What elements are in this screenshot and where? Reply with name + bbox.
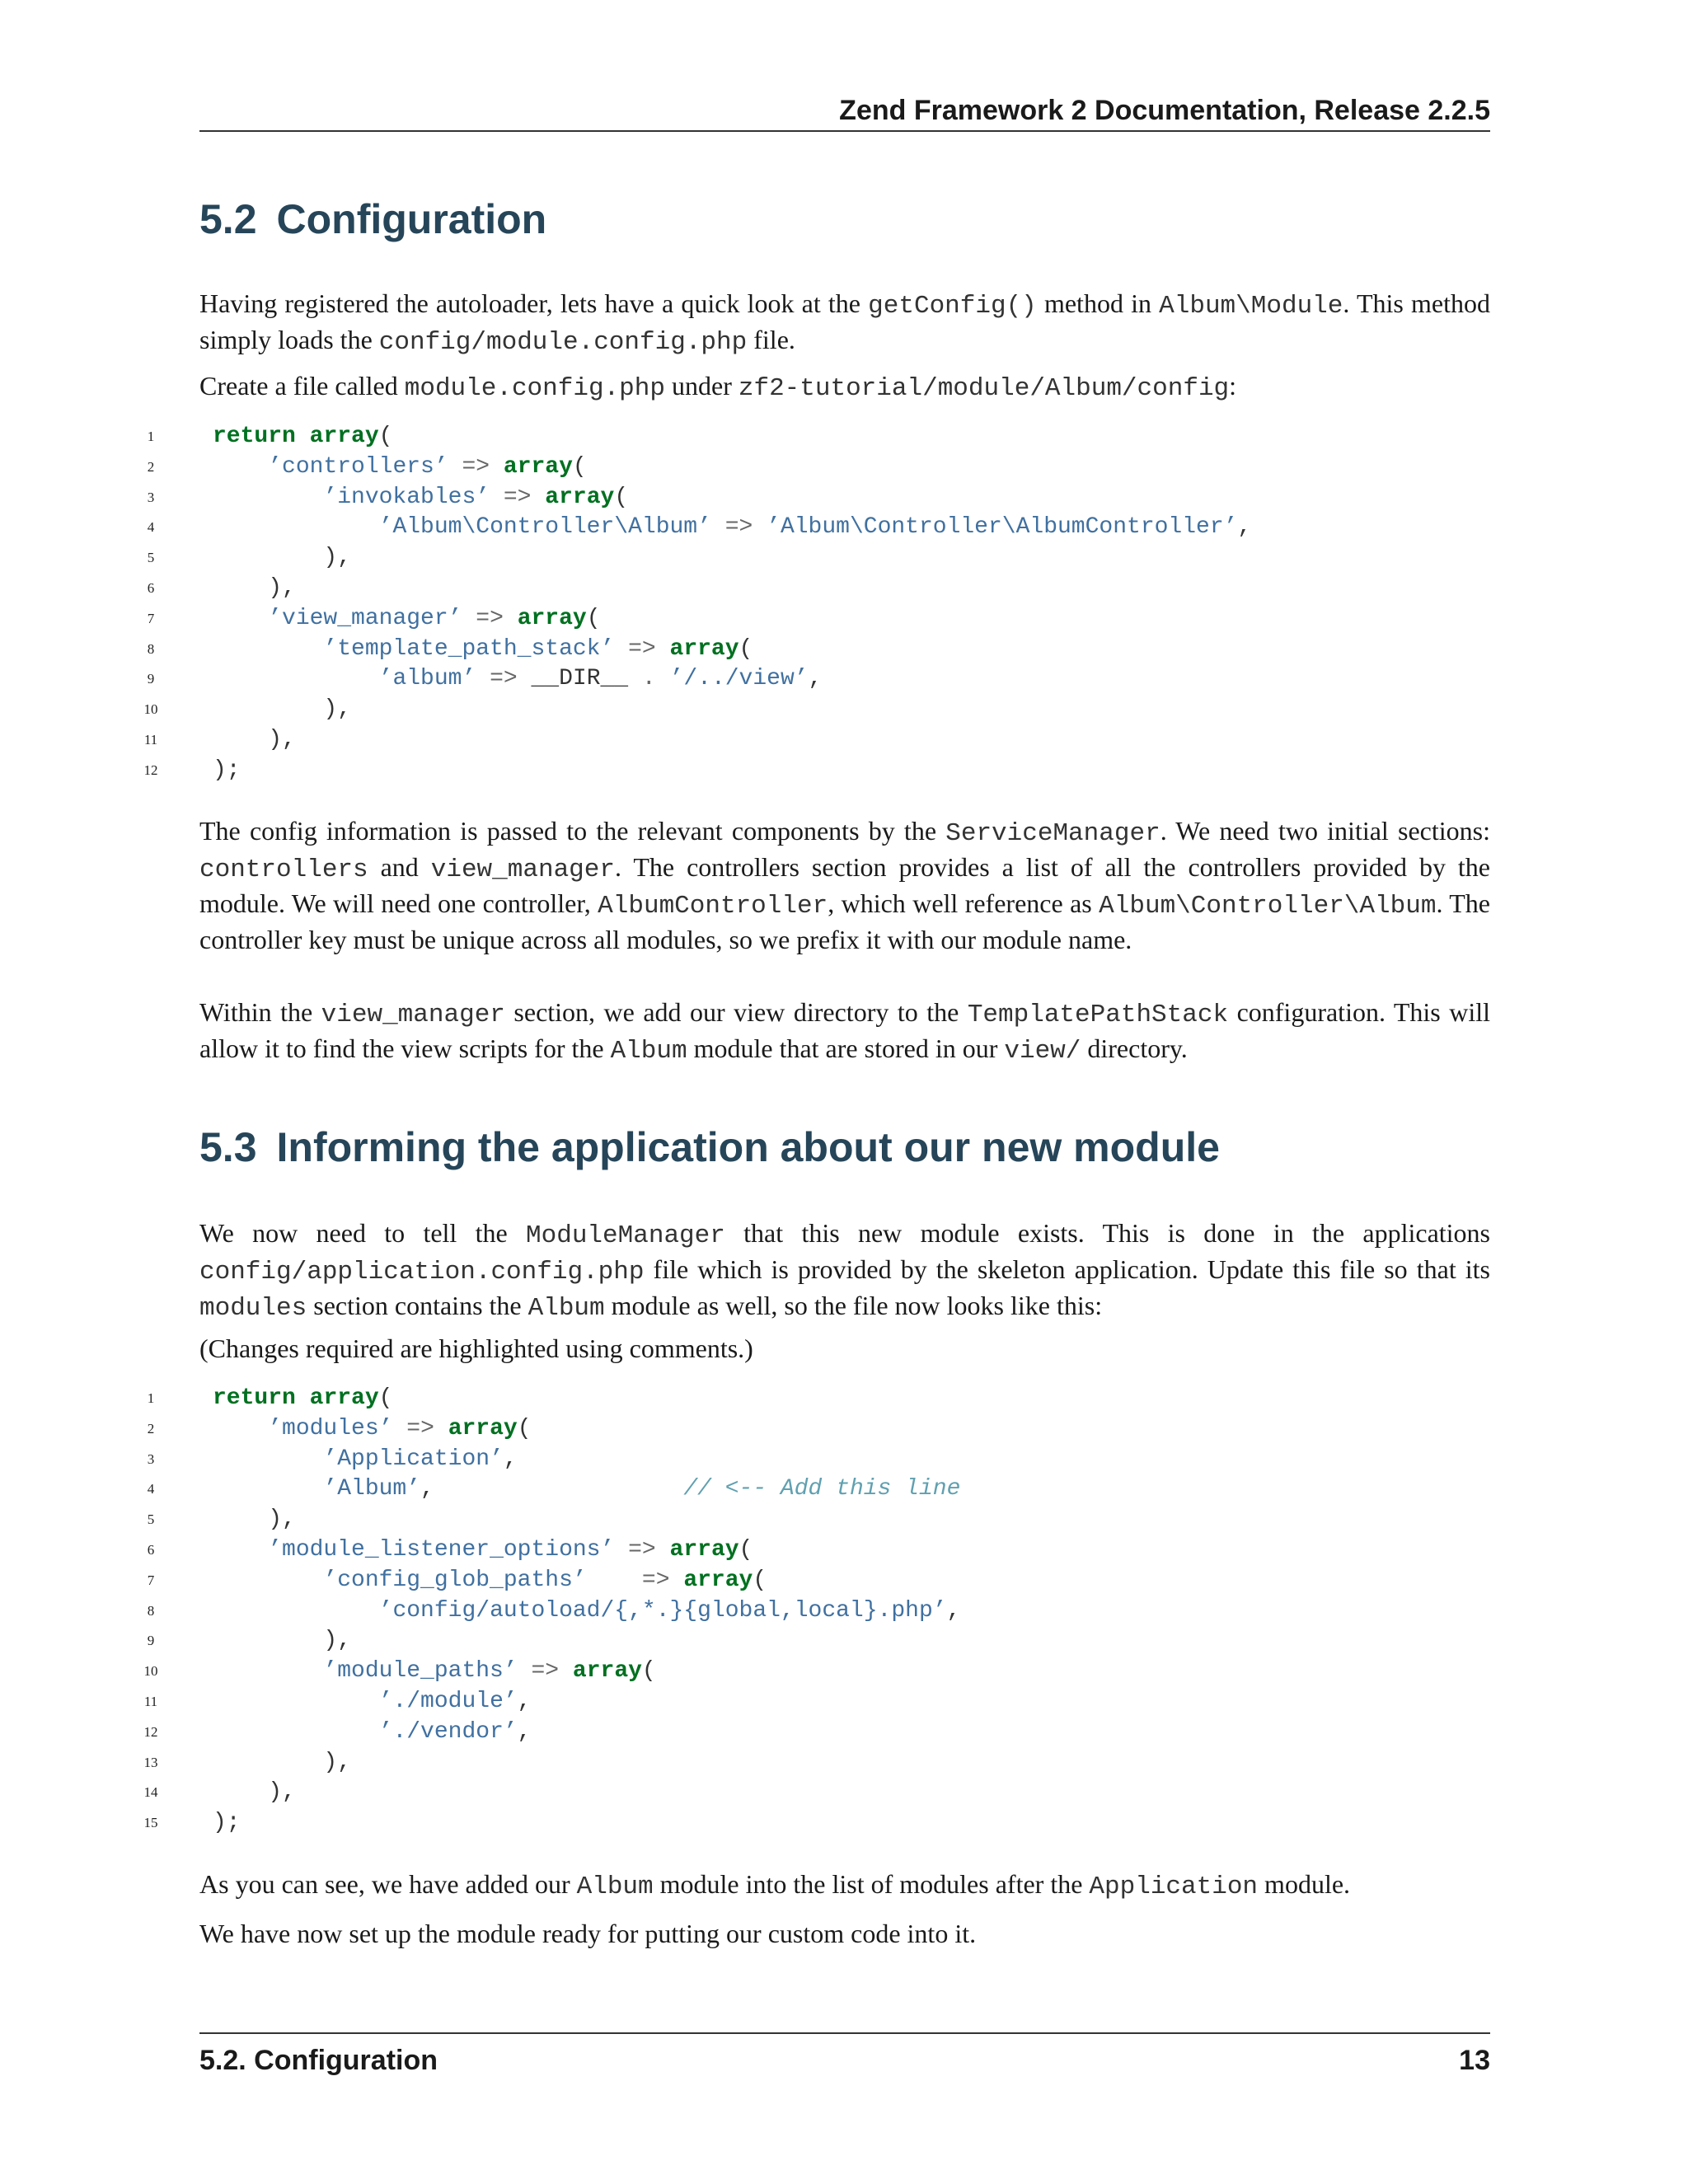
text-run: file. <box>747 325 795 354</box>
code-operator: => <box>490 666 518 692</box>
inline-code: module.config.php <box>404 374 665 403</box>
line-number: 10 <box>143 1663 158 1680</box>
running-footer <box>199 2041 1490 2080</box>
code-text <box>448 454 462 480</box>
text-run: section contains the <box>307 1291 528 1320</box>
text-run: . This method simply loads the <box>199 288 1490 354</box>
code-line <box>132 422 1500 452</box>
code-line <box>132 1808 1500 1839</box>
code-text: ), <box>213 726 296 752</box>
line-number: 6 <box>147 1541 155 1558</box>
code-string: ’Album\Controller\Album’ <box>378 514 711 541</box>
code-text: ( <box>738 1536 753 1563</box>
inline-code: controllers <box>199 855 368 884</box>
header-rule <box>199 130 1490 132</box>
code-text <box>490 454 504 480</box>
code-keyword: array <box>572 1658 642 1685</box>
code-keyword: array <box>669 635 739 662</box>
line-number: 1 <box>147 1390 155 1406</box>
code-block-module-config <box>132 422 1500 786</box>
code-content <box>213 574 296 604</box>
code-keyword: return <box>213 1385 296 1411</box>
code-line <box>132 1445 1500 1475</box>
line-number: 8 <box>147 640 155 657</box>
line-number: 14 <box>143 1784 158 1801</box>
code-keyword: array <box>545 484 615 510</box>
code-text <box>213 514 379 540</box>
text-run: and <box>368 852 431 882</box>
code-text <box>614 1537 628 1563</box>
code-line <box>132 1384 1500 1414</box>
text-run: . The controllers section provides a list of all the controllers provided by the module. We will need one controller, <box>199 852 1490 918</box>
text-run: , which well reference as <box>828 888 1100 918</box>
code-text: ( <box>614 484 629 510</box>
inline-code: Album <box>528 1294 605 1323</box>
code-operator: => <box>462 453 490 480</box>
line-number: 3 <box>147 489 155 505</box>
line-number: 2 <box>147 1420 155 1436</box>
code-line <box>132 1778 1500 1808</box>
code-text <box>296 424 310 449</box>
code-text <box>476 666 490 691</box>
section-heading-configuration <box>199 194 546 244</box>
text-run: directory. <box>1081 1033 1188 1063</box>
code-content <box>213 1778 296 1808</box>
text-run: We now need to tell the <box>199 1218 527 1248</box>
code-text <box>434 1416 448 1441</box>
code-keyword: array <box>683 1567 753 1593</box>
code-text: ( <box>641 1658 656 1685</box>
section-number: 5.3 <box>199 1124 257 1170</box>
code-content <box>213 452 587 483</box>
code-text <box>296 1385 310 1411</box>
text-run: configuration. This will allow it to find the view scripts for the <box>199 997 1491 1063</box>
code-string: ’config_glob_paths’ <box>323 1567 587 1593</box>
line-number: 3 <box>147 1451 155 1467</box>
code-keyword: array <box>448 1415 518 1441</box>
line-number: 5 <box>147 1511 155 1528</box>
section-number: 5.2 <box>199 196 257 242</box>
code-line <box>132 664 1500 695</box>
text-run: section, we add our view directory to the <box>504 997 968 1027</box>
paragraph-changes-note: (Changes required are highlighted using comments.) <box>199 1333 753 1363</box>
code-content <box>213 543 351 574</box>
code-string: ’album’ <box>378 666 476 692</box>
text-run: : <box>1229 371 1237 401</box>
code-text <box>213 1476 323 1502</box>
code-operator: => <box>628 635 656 662</box>
code-string: ’config/autoload/{,*.}{global,local}.php’ <box>378 1597 947 1624</box>
paragraph-added-album <box>199 1868 1490 1904</box>
code-text <box>213 1568 323 1593</box>
inline-code: config/application.config.php <box>199 1258 645 1286</box>
line-number: 9 <box>147 1633 155 1649</box>
text-run: Having registered the autoloader, lets have a quick look at the <box>199 288 869 318</box>
inline-code: view_manager <box>321 1001 505 1029</box>
inline-code: Album\Controller\Album <box>1099 892 1437 921</box>
code-operator: => <box>628 1536 656 1563</box>
code-line <box>132 1687 1500 1718</box>
paragraph-create-file <box>199 369 1490 405</box>
code-string: ’template_path_stack’ <box>323 635 615 662</box>
code-line <box>132 483 1500 513</box>
text-run: . We need two initial sections: <box>1160 816 1491 846</box>
page-number: 13 <box>1459 2045 1490 2076</box>
inline-code: modules <box>199 1294 307 1323</box>
text-run: module. <box>1258 1869 1351 1899</box>
code-block-application-config <box>132 1384 1500 1839</box>
line-number: 5 <box>147 550 155 566</box>
code-text: ), <box>213 1628 352 1654</box>
code-string: ’Application’ <box>323 1446 504 1472</box>
code-text: ), <box>213 1507 296 1533</box>
code-line <box>132 1414 1500 1445</box>
code-text: ( <box>378 1385 393 1411</box>
code-content <box>213 1445 518 1475</box>
code-text: ), <box>213 1749 352 1775</box>
line-number: 8 <box>147 1602 155 1619</box>
line-number: 15 <box>143 1815 158 1831</box>
code-line <box>132 695 1500 725</box>
text-run: method in <box>1036 288 1160 318</box>
code-line <box>132 1474 1500 1505</box>
code-content <box>213 1657 656 1687</box>
inline-code: Application <box>1089 1872 1259 1901</box>
code-text: , <box>420 1476 684 1502</box>
inline-code: view_manager <box>430 855 615 884</box>
code-text <box>213 666 379 691</box>
paragraph-service-manager <box>199 814 1490 956</box>
code-line <box>132 756 1500 786</box>
code-string: ’/../view’ <box>669 666 809 692</box>
code-text <box>490 485 504 510</box>
code-line <box>132 1626 1500 1657</box>
text-run: . The controller key must be unique across all modules, so we prefix it with our module name. <box>199 888 1491 954</box>
code-text <box>753 514 767 540</box>
code-text: ( <box>517 1415 532 1441</box>
inline-code: Album <box>610 1037 687 1066</box>
code-text <box>711 514 725 540</box>
inline-code: TemplatePathStack <box>967 1001 1229 1029</box>
code-text: , <box>517 1688 532 1714</box>
code-keyword: array <box>309 1385 379 1411</box>
code-text: ( <box>738 635 753 662</box>
code-text <box>213 1537 268 1563</box>
code-text <box>392 1416 406 1441</box>
code-text: ), <box>213 574 296 601</box>
line-number: 6 <box>147 579 155 596</box>
code-line <box>132 452 1500 483</box>
code-keyword: array <box>503 453 573 480</box>
inline-code: ModuleManager <box>526 1221 725 1250</box>
text-run: that this new module exists. This is done in the applications <box>724 1218 1491 1248</box>
line-number: 12 <box>143 1723 158 1740</box>
paragraph-closing: We have now set up the module ready for putting our custom code into it. <box>199 1919 977 1948</box>
code-text <box>656 1537 670 1563</box>
code-string: ’Album\Controller\AlbumController’ <box>767 514 1238 541</box>
code-line <box>132 604 1500 635</box>
code-content <box>213 664 822 695</box>
code-string: ’controllers’ <box>268 453 448 480</box>
code-text <box>587 1568 642 1593</box>
code-operator: => <box>724 514 753 541</box>
code-text <box>518 1658 532 1684</box>
code-content <box>213 1808 241 1839</box>
code-line <box>132 1657 1500 1687</box>
code-operator: => <box>531 1658 560 1685</box>
running-header: Zend Framework 2 Documentation, Release 2.2.5 <box>839 95 1490 126</box>
code-string: ’Album’ <box>323 1476 421 1502</box>
code-text: ( <box>753 1567 767 1593</box>
line-number: 4 <box>147 519 155 536</box>
code-line <box>132 1535 1500 1566</box>
line-number: 11 <box>143 1693 158 1709</box>
code-content <box>213 1505 296 1535</box>
line-number: 11 <box>143 731 158 748</box>
code-text: ( <box>572 453 587 480</box>
code-line <box>132 574 1500 604</box>
code-string: ’module_listener_options’ <box>268 1536 615 1563</box>
paragraph-getconfig <box>199 287 1490 359</box>
code-operator: => <box>476 605 504 631</box>
code-content <box>213 483 628 513</box>
code-text <box>213 636 323 662</box>
code-line <box>132 513 1500 543</box>
code-content <box>213 1566 767 1596</box>
code-text: ), <box>213 696 352 723</box>
text-run: file which is provided by the skeleton application. Update this file so that its <box>644 1254 1490 1284</box>
code-text <box>462 606 476 631</box>
code-text: ( <box>378 424 393 449</box>
code-string: ’./vendor’ <box>378 1718 518 1745</box>
code-string: ’invokables’ <box>323 484 490 510</box>
inline-code: ServiceManager <box>945 819 1160 848</box>
inline-code: config/module.config.php <box>378 328 748 357</box>
code-line <box>132 725 1500 756</box>
code-text: ); <box>213 757 241 783</box>
code-content <box>213 635 753 665</box>
code-line <box>132 543 1500 574</box>
code-text <box>504 606 518 631</box>
code-content <box>213 756 241 786</box>
code-content <box>213 1687 531 1718</box>
code-keyword: array <box>517 605 587 631</box>
line-number: 7 <box>147 1572 155 1588</box>
footer-section: 5.2. Configuration <box>199 2045 438 2076</box>
code-text <box>614 636 628 662</box>
text-run: module that are stored in our <box>687 1033 1005 1063</box>
line-number: 10 <box>143 701 158 718</box>
code-text <box>213 485 323 510</box>
footer-rule <box>199 2032 1490 2034</box>
code-content <box>213 1474 960 1505</box>
code-text <box>559 1658 573 1684</box>
code-line <box>132 1748 1500 1779</box>
code-text: ), <box>213 1779 296 1806</box>
line-number: 7 <box>147 610 155 626</box>
paragraph-module-manager <box>199 1216 1490 1325</box>
section-title: Informing the application about our new module <box>276 1124 1220 1170</box>
line-number: 9 <box>147 671 155 687</box>
inline-code: zf2-tutorial/module/Album/config <box>738 374 1230 403</box>
text-run: Within the <box>199 997 321 1027</box>
code-text: , <box>1237 514 1252 541</box>
code-operator: => <box>503 484 532 510</box>
code-text: , <box>517 1718 532 1745</box>
code-text: ); <box>213 1810 241 1836</box>
code-text <box>213 1658 323 1684</box>
line-number: 13 <box>143 1754 158 1770</box>
code-string: ’./module’ <box>378 1688 518 1714</box>
code-line <box>132 635 1500 665</box>
code-content <box>213 1384 392 1414</box>
code-content <box>213 1748 351 1779</box>
code-text <box>213 454 268 480</box>
code-line <box>132 1596 1500 1627</box>
text-run: under <box>665 371 738 401</box>
code-content <box>213 695 351 725</box>
code-text: __DIR__ <box>517 666 642 692</box>
text-run: The config information is passed to the relevant components by the <box>199 816 946 846</box>
code-line <box>132 1566 1500 1596</box>
section-heading-informing <box>199 1122 1220 1172</box>
code-content <box>213 725 296 756</box>
code-text: ( <box>586 605 601 631</box>
code-text <box>213 1719 379 1745</box>
code-keyword: array <box>669 1536 739 1563</box>
code-content <box>213 1718 531 1748</box>
line-number: 2 <box>147 458 155 475</box>
code-text: ), <box>213 545 352 571</box>
code-content <box>213 422 392 452</box>
code-line <box>132 1718 1500 1748</box>
code-text <box>213 1446 323 1472</box>
code-text <box>213 1598 379 1624</box>
code-content <box>213 1414 532 1445</box>
code-string: ’modules’ <box>268 1415 393 1441</box>
text-run: module into the list of modules after the <box>653 1869 1090 1899</box>
code-text: , <box>946 1597 961 1624</box>
code-content <box>213 513 1251 543</box>
code-content <box>213 1626 351 1657</box>
code-content <box>213 604 601 635</box>
code-text <box>531 485 545 510</box>
code-operator: . <box>641 666 656 692</box>
code-operator: => <box>406 1415 434 1441</box>
line-number: 12 <box>143 762 158 778</box>
code-text <box>656 666 670 691</box>
inline-code: Album\Module <box>1159 292 1343 321</box>
inline-code: getConfig() <box>868 292 1037 321</box>
code-text: , <box>808 666 823 692</box>
code-comment: // <-- Add this line <box>683 1476 961 1502</box>
line-number: 4 <box>147 1481 155 1497</box>
code-content <box>213 1535 753 1566</box>
inline-code: AlbumController <box>598 892 828 921</box>
text-run: Create a file called <box>199 371 405 401</box>
code-string: ’view_manager’ <box>268 605 462 631</box>
line-number: 1 <box>147 429 155 444</box>
code-keyword: array <box>309 424 379 449</box>
inline-code: view/ <box>1004 1037 1081 1066</box>
paragraph-view-manager <box>199 996 1490 1068</box>
inline-code: Album <box>576 1872 654 1901</box>
code-string: ’module_paths’ <box>323 1658 518 1685</box>
code-keyword: return <box>213 424 296 449</box>
code-text: , <box>503 1446 518 1472</box>
code-text <box>670 1568 684 1593</box>
code-content <box>213 1596 960 1627</box>
section-title: Configuration <box>276 196 547 242</box>
code-line <box>132 1505 1500 1535</box>
code-operator: => <box>641 1567 670 1593</box>
text-run: As you can see, we have added our <box>199 1869 577 1899</box>
text-run: module as well, so the file now looks like this: <box>604 1291 1103 1320</box>
code-text <box>213 606 268 631</box>
code-text <box>213 1416 268 1441</box>
code-text <box>656 636 670 662</box>
code-text <box>213 1689 379 1714</box>
